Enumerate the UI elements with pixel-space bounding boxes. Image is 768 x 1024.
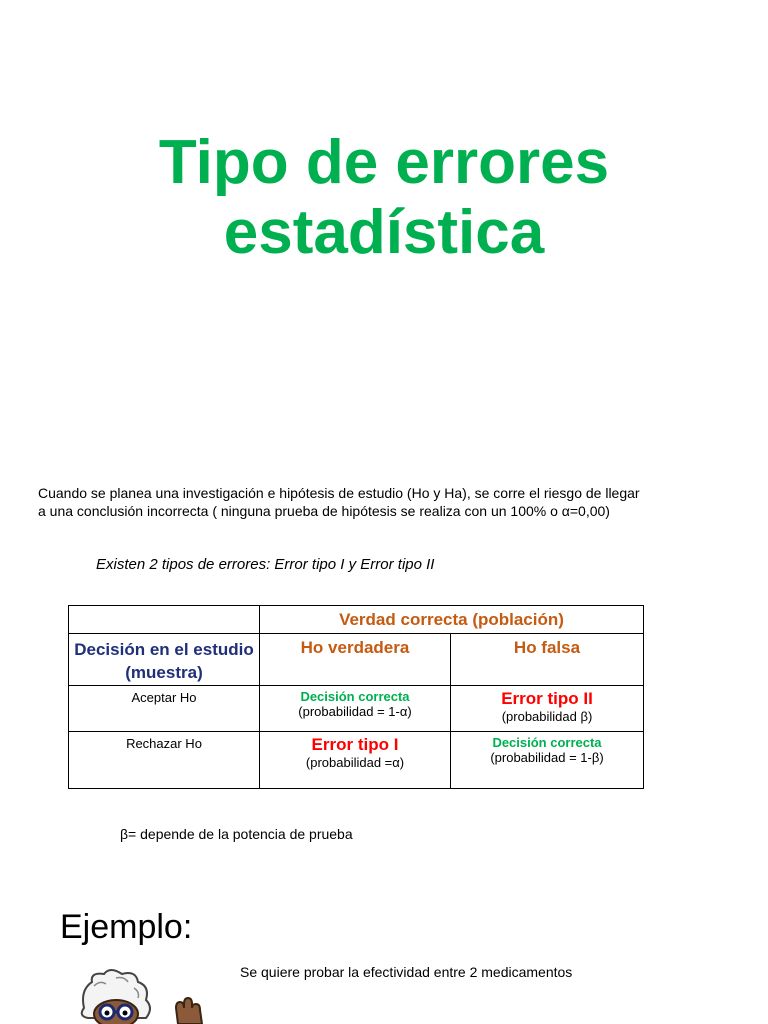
row-label-accept: Aceptar Ho — [131, 690, 197, 705]
row-label-cell — [69, 732, 260, 789]
correct-decision-text: Decisión correcta — [492, 735, 602, 750]
title-line-2: estadística — [223, 198, 545, 267]
table-row — [69, 686, 644, 732]
row-label-cell — [69, 686, 260, 732]
error-types-table — [68, 605, 644, 789]
table-subheader-row — [69, 634, 644, 686]
scientist-cartoon-icon — [76, 968, 216, 1024]
decision-label: Decisión en el estudio (muestra) — [74, 640, 254, 682]
type-i-error-text: Error tipo I — [311, 735, 399, 754]
table-corner-cell — [69, 606, 260, 634]
intro-line-1: Cuando se planea una investigación e hipótesis de estudio (Ho y Ha), se corre el riesgo de llegar — [38, 485, 640, 501]
correct-decision-text: Decisión correcta — [300, 689, 410, 704]
ho-true-header: Ho verdadera — [300, 638, 410, 657]
accept-true-cell — [260, 686, 451, 732]
probability-text: (probabilidad = 1-β) — [490, 750, 604, 765]
probability-text: (probabilidad β) — [501, 709, 593, 724]
title-line-1: Tipo de errores — [158, 128, 610, 197]
example-text: Se quiere probar la efectividad entre 2 medicamentos — [240, 964, 573, 980]
truth-header: Verdad correcta (población) — [339, 609, 564, 629]
type-ii-error-text: Error tipo II — [501, 689, 593, 708]
example-heading: Ejemplo: — [60, 908, 193, 946]
beta-note: β= depende de la potencia de prueba — [120, 826, 353, 842]
page-title — [0, 128, 768, 268]
reject-true-cell — [260, 732, 451, 789]
ho-false-header: Ho falsa — [513, 638, 581, 657]
error-types-subtitle: Existen 2 tipos de errores: Error tipo I y Error tipo II — [96, 556, 435, 573]
probability-text: (probabilidad =α) — [305, 755, 405, 770]
accept-false-cell — [451, 686, 644, 732]
ho-false-header-cell — [451, 634, 644, 686]
row-label-reject: Rechazar Ho — [126, 736, 202, 751]
reject-false-cell — [451, 732, 644, 789]
intro-paragraph — [38, 484, 688, 520]
table-header-row — [69, 606, 644, 634]
truth-header-cell — [260, 606, 644, 634]
intro-line-2: a una conclusión incorrecta ( ninguna prueba de hipótesis se realiza con un 100% o α=0,00) — [38, 503, 610, 519]
decision-label-cell — [69, 634, 260, 686]
probability-text: (probabilidad = 1-α) — [298, 704, 412, 719]
ho-true-header-cell — [260, 634, 451, 686]
table-row — [69, 732, 644, 789]
